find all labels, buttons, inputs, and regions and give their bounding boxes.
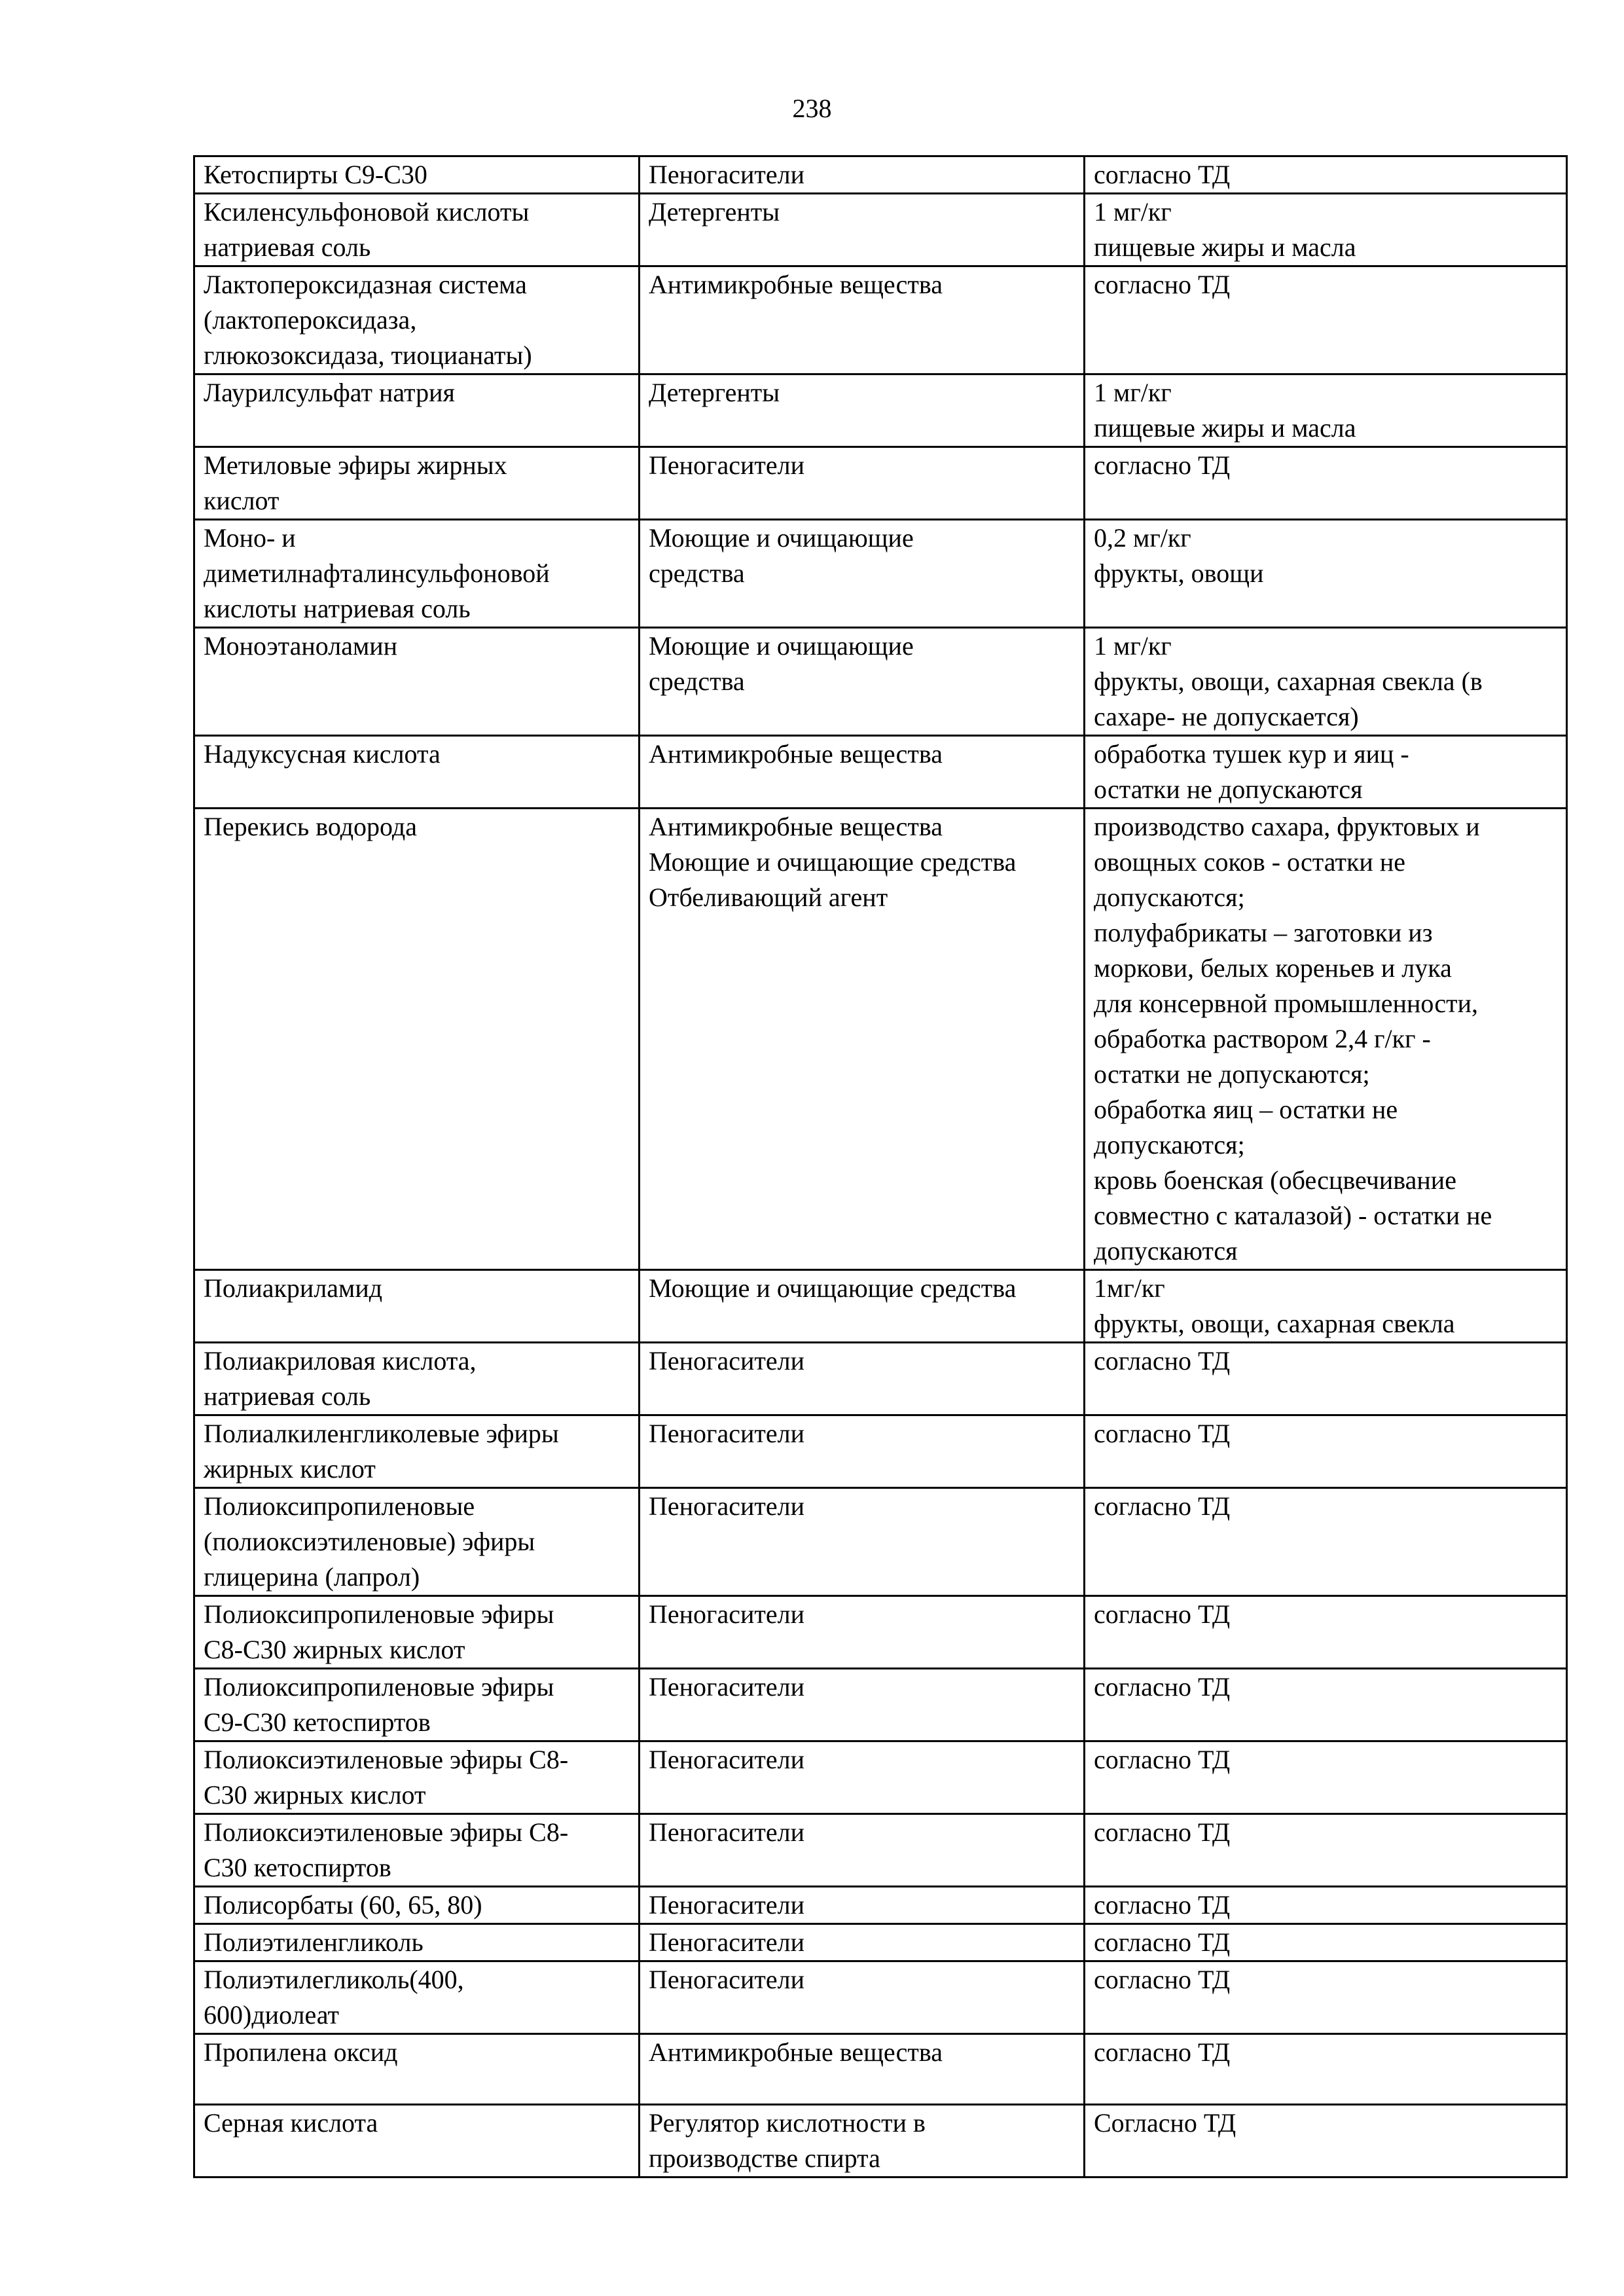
limit-cell	[1085, 809, 1567, 1270]
cell-text-line: глицерина (лапрол)	[204, 1562, 420, 1592]
cell-text-line: совместно с каталазой) - остатки не	[1094, 1201, 1492, 1230]
substance-cell	[194, 628, 640, 736]
limit-cell	[1085, 1270, 1567, 1343]
cell-text-line: Согласно ТД	[1094, 2108, 1236, 2138]
substance-cell	[194, 1814, 640, 1887]
cell-text-line: Пеногасители	[649, 1672, 804, 1702]
limit-cell	[1085, 2105, 1567, 2178]
cell-text-line: С9-С30 кетоспиртов	[204, 1707, 431, 1737]
limit-cell	[1085, 266, 1567, 374]
cell-text-line: Пеногасители	[649, 1890, 804, 1920]
cell-text-line: Полиакриловая кислота,	[204, 1346, 477, 1376]
function-cell	[640, 1343, 1085, 1415]
limit-cell	[1085, 447, 1567, 520]
cell-text-line: согласно ТД	[1094, 1346, 1231, 1376]
table-row	[194, 1343, 1567, 1415]
cell-text-line: Кетоспирты С9-С30	[204, 160, 427, 189]
cell-text-line: Отбеливающий агент	[649, 883, 888, 912]
cell-text-line: Антимикробные вещества	[649, 270, 943, 299]
cell-text-line: Пеногасители	[649, 1346, 804, 1376]
table-row	[194, 628, 1567, 736]
cell-text-line: Перекись водорода	[204, 812, 417, 841]
cell-text-line: допускаются;	[1094, 1130, 1245, 1159]
cell-text-line: согласно ТД	[1094, 1817, 1231, 1847]
cell-text-line: Полиоксиэтиленовые эфиры С8-	[204, 1745, 569, 1774]
cell-text-line: Пеногасители	[649, 1927, 804, 1957]
cell-text-line: Антимикробные вещества	[649, 812, 943, 841]
substance-cell	[194, 447, 640, 520]
table-row	[194, 1669, 1567, 1741]
cell-text-line: Полиакриламид	[204, 1273, 383, 1303]
cell-text-line: Детергенты	[649, 378, 780, 407]
substance-cell	[194, 1343, 640, 1415]
substance-cell	[194, 809, 640, 1270]
cell-text-line: Пеногасители	[649, 160, 804, 189]
cell-text-line: Полиэтилегликоль(400,	[204, 1965, 464, 1994]
limit-cell	[1085, 736, 1567, 809]
cell-text-line: С8-С30 жирных кислот	[204, 1635, 465, 1664]
cell-text-line: Моющие и очищающие	[649, 631, 914, 661]
additives-table	[193, 155, 1568, 2178]
limit-cell	[1085, 1924, 1567, 1961]
limit-cell	[1085, 1741, 1567, 1814]
substance-cell	[194, 736, 640, 809]
limit-cell	[1085, 1814, 1567, 1887]
table-body	[194, 156, 1567, 2178]
cell-text-line: остатки не допускаются;	[1094, 1059, 1370, 1089]
table-row	[194, 809, 1567, 1270]
cell-text-line: кислот	[204, 486, 280, 515]
substance-cell	[194, 1415, 640, 1488]
table-row	[194, 1887, 1567, 1924]
table-row	[194, 1741, 1567, 1814]
cell-text-line: Лаурилсульфат натрия	[204, 378, 455, 407]
table-row	[194, 2034, 1567, 2105]
limit-cell	[1085, 1343, 1567, 1415]
cell-text-line: сахаре- не допускается)	[1094, 702, 1359, 731]
cell-text-line: Полиоксиэтиленовые эфиры С8-	[204, 1817, 569, 1847]
cell-text-line: кровь боенская (обесцвечивание	[1094, 1165, 1456, 1195]
function-cell	[640, 1924, 1085, 1961]
table-row	[194, 1488, 1567, 1596]
cell-text-line: согласно ТД	[1094, 1927, 1231, 1957]
cell-text-line: пищевые жиры и масла	[1094, 232, 1356, 262]
limit-cell	[1085, 2034, 1567, 2105]
cell-text-line: Пропилена оксид	[204, 2037, 398, 2067]
cell-text-line: Полиоксипропиленовые эфиры	[204, 1672, 554, 1702]
cell-text-line: Пеногасители	[649, 1491, 804, 1521]
table-row	[194, 374, 1567, 447]
cell-text-line: 1мг/кг	[1094, 1273, 1165, 1303]
function-cell	[640, 2105, 1085, 2178]
page-number: 238	[792, 94, 832, 123]
cell-text-line: Пеногасители	[649, 1745, 804, 1774]
substance-cell	[194, 1961, 640, 2034]
cell-text-line: Пеногасители	[649, 1599, 804, 1629]
cell-text-line: производство сахара, фруктовых и	[1094, 812, 1480, 841]
cell-text-line: согласно ТД	[1094, 1745, 1231, 1774]
cell-text-line: Моющие и очищающие средства	[649, 1273, 1017, 1303]
cell-text-line: Серная кислота	[204, 2108, 378, 2138]
cell-text-line: 600)диолеат	[204, 2000, 339, 2030]
substance-cell	[194, 194, 640, 266]
cell-text-line: Полиоксипропиленовые эфиры	[204, 1599, 554, 1629]
cell-text-line: для консервной промышленности,	[1094, 989, 1479, 1018]
limit-cell	[1085, 1488, 1567, 1596]
function-cell	[640, 447, 1085, 520]
cell-text-line: допускаются	[1094, 1236, 1238, 1266]
table-row	[194, 1961, 1567, 2034]
cell-text-line: Моноэтаноламин	[204, 631, 398, 661]
function-cell	[640, 266, 1085, 374]
cell-text-line: согласно ТД	[1094, 450, 1231, 480]
table-row	[194, 1814, 1567, 1887]
cell-text-line: согласно ТД	[1094, 1672, 1231, 1702]
substance-cell	[194, 1887, 640, 1924]
cell-text-line: Метиловые эфиры жирных	[204, 450, 507, 480]
cell-text-line: согласно ТД	[1094, 1419, 1231, 1448]
cell-text-line: Надуксусная кислота	[204, 739, 441, 769]
cell-text-line: Детергенты	[649, 197, 780, 227]
cell-text-line: диметилнафталинсульфоновой	[204, 558, 550, 588]
cell-text-line: 1 мг/кг	[1094, 197, 1172, 227]
table-row	[194, 736, 1567, 809]
cell-text-line: Моно- и	[204, 523, 296, 553]
cell-text-line: Полиэтиленгликоль	[204, 1927, 424, 1957]
cell-text-line: Антимикробные вещества	[649, 739, 943, 769]
substance-cell	[194, 2105, 640, 2178]
cell-text-line: 0,2 мг/кг	[1094, 523, 1191, 553]
function-cell	[640, 2034, 1085, 2105]
substance-cell	[194, 1741, 640, 1814]
function-cell	[640, 374, 1085, 447]
cell-text-line: Ксиленсульфоновой кислоты	[204, 197, 530, 227]
cell-text-line: фрукты, овощи, сахарная свекла	[1094, 1309, 1455, 1338]
cell-text-line: пищевые жиры и масла	[1094, 413, 1356, 443]
cell-text-line: допускаются;	[1094, 883, 1245, 912]
table-row	[194, 194, 1567, 266]
cell-text-line: обработка тушек кур и яиц -	[1094, 739, 1409, 769]
limit-cell	[1085, 1415, 1567, 1488]
function-cell	[640, 1814, 1085, 1887]
cell-text-line: кислоты натриевая соль	[204, 594, 471, 623]
function-cell	[640, 520, 1085, 628]
limit-cell	[1085, 156, 1567, 194]
cell-text-line: 1 мг/кг	[1094, 378, 1172, 407]
table-row	[194, 1270, 1567, 1343]
cell-text-line: глюкозоксидаза, тиоцианаты)	[204, 340, 532, 370]
function-cell	[640, 1669, 1085, 1741]
cell-text-line: овощных соков - остатки не	[1094, 847, 1405, 877]
function-cell	[640, 1887, 1085, 1924]
function-cell	[640, 628, 1085, 736]
cell-text-line: согласно ТД	[1094, 160, 1231, 189]
cell-text-line: полуфабрикаты – заготовки из	[1094, 918, 1433, 947]
substance-cell	[194, 374, 640, 447]
cell-text-line: С30 кетоспиртов	[204, 1853, 391, 1882]
table-row	[194, 1596, 1567, 1669]
substance-cell	[194, 1270, 640, 1343]
cell-text-line: Моющие и очищающие	[649, 523, 914, 553]
substance-cell	[194, 1488, 640, 1596]
function-cell	[640, 809, 1085, 1270]
limit-cell	[1085, 374, 1567, 447]
cell-text-line: Регулятор кислотности в	[649, 2108, 926, 2138]
table-row	[194, 266, 1567, 374]
cell-text-line: Полиоксипропиленовые	[204, 1491, 475, 1521]
cell-text-line: средства	[649, 558, 745, 588]
cell-text-line: (полиоксиэтиленовые) эфиры	[204, 1527, 535, 1556]
cell-text-line: согласно ТД	[1094, 1965, 1231, 1994]
cell-text-line: Пеногасители	[649, 450, 804, 480]
cell-text-line: остатки не допускаются	[1094, 774, 1363, 804]
function-cell	[640, 1270, 1085, 1343]
limit-cell	[1085, 1669, 1567, 1741]
limit-cell	[1085, 1596, 1567, 1669]
substance-cell	[194, 266, 640, 374]
cell-text-line: 1 мг/кг	[1094, 631, 1172, 661]
cell-text-line: согласно ТД	[1094, 2037, 1231, 2067]
cell-text-line: согласно ТД	[1094, 1890, 1231, 1920]
table-row	[194, 447, 1567, 520]
cell-text-line: согласно ТД	[1094, 1491, 1231, 1521]
function-cell	[640, 1741, 1085, 1814]
cell-text-line: Пеногасители	[649, 1965, 804, 1994]
function-cell	[640, 1961, 1085, 2034]
cell-text-line: натриевая соль	[204, 232, 371, 262]
cell-text-line: производстве спирта	[649, 2143, 880, 2173]
substance-cell	[194, 1924, 640, 1961]
function-cell	[640, 1596, 1085, 1669]
function-cell	[640, 194, 1085, 266]
table-row	[194, 1415, 1567, 1488]
substance-cell	[194, 1669, 640, 1741]
limit-cell	[1085, 1887, 1567, 1924]
substance-cell	[194, 1596, 640, 1669]
function-cell	[640, 1415, 1085, 1488]
cell-text-line: Моющие и очищающие средства	[649, 847, 1017, 877]
cell-text-line: согласно ТД	[1094, 1599, 1231, 1629]
cell-text-line: Полиалкиленгликолевые эфиры	[204, 1419, 559, 1448]
limit-cell	[1085, 520, 1567, 628]
table-row	[194, 520, 1567, 628]
limit-cell	[1085, 1961, 1567, 2034]
table-row	[194, 2105, 1567, 2178]
substance-cell	[194, 2034, 640, 2105]
cell-text-line: Лактопероксидазная система	[204, 270, 527, 299]
cell-text-line: обработка яиц – остатки не	[1094, 1095, 1398, 1124]
cell-text-line: Антимикробные вещества	[649, 2037, 943, 2067]
cell-text-line: обработка раствором 2,4 г/кг -	[1094, 1024, 1431, 1053]
cell-text-line: моркови, белых кореньев и лука	[1094, 953, 1452, 983]
cell-text-line: фрукты, овощи, сахарная свекла (в	[1094, 666, 1483, 696]
cell-text-line: Пеногасители	[649, 1817, 804, 1847]
cell-text-line: (лактопероксидаза,	[204, 305, 417, 335]
limit-cell	[1085, 628, 1567, 736]
cell-text-line: натриевая соль	[204, 1381, 371, 1411]
function-cell	[640, 736, 1085, 809]
cell-text-line: фрукты, овощи	[1094, 558, 1264, 588]
cell-text-line: средства	[649, 666, 745, 696]
table-row	[194, 1924, 1567, 1961]
function-cell	[640, 1488, 1085, 1596]
function-cell	[640, 156, 1085, 194]
cell-text-line: Полисорбаты (60, 65, 80)	[204, 1890, 482, 1920]
cell-text-line: жирных кислот	[204, 1454, 376, 1484]
substance-cell	[194, 156, 640, 194]
cell-text-line: С30 жирных кислот	[204, 1780, 426, 1810]
cell-text-line: Пеногасители	[649, 1419, 804, 1448]
table-row	[194, 156, 1567, 194]
cell-text-line: согласно ТД	[1094, 270, 1231, 299]
substance-cell	[194, 520, 640, 628]
limit-cell	[1085, 194, 1567, 266]
